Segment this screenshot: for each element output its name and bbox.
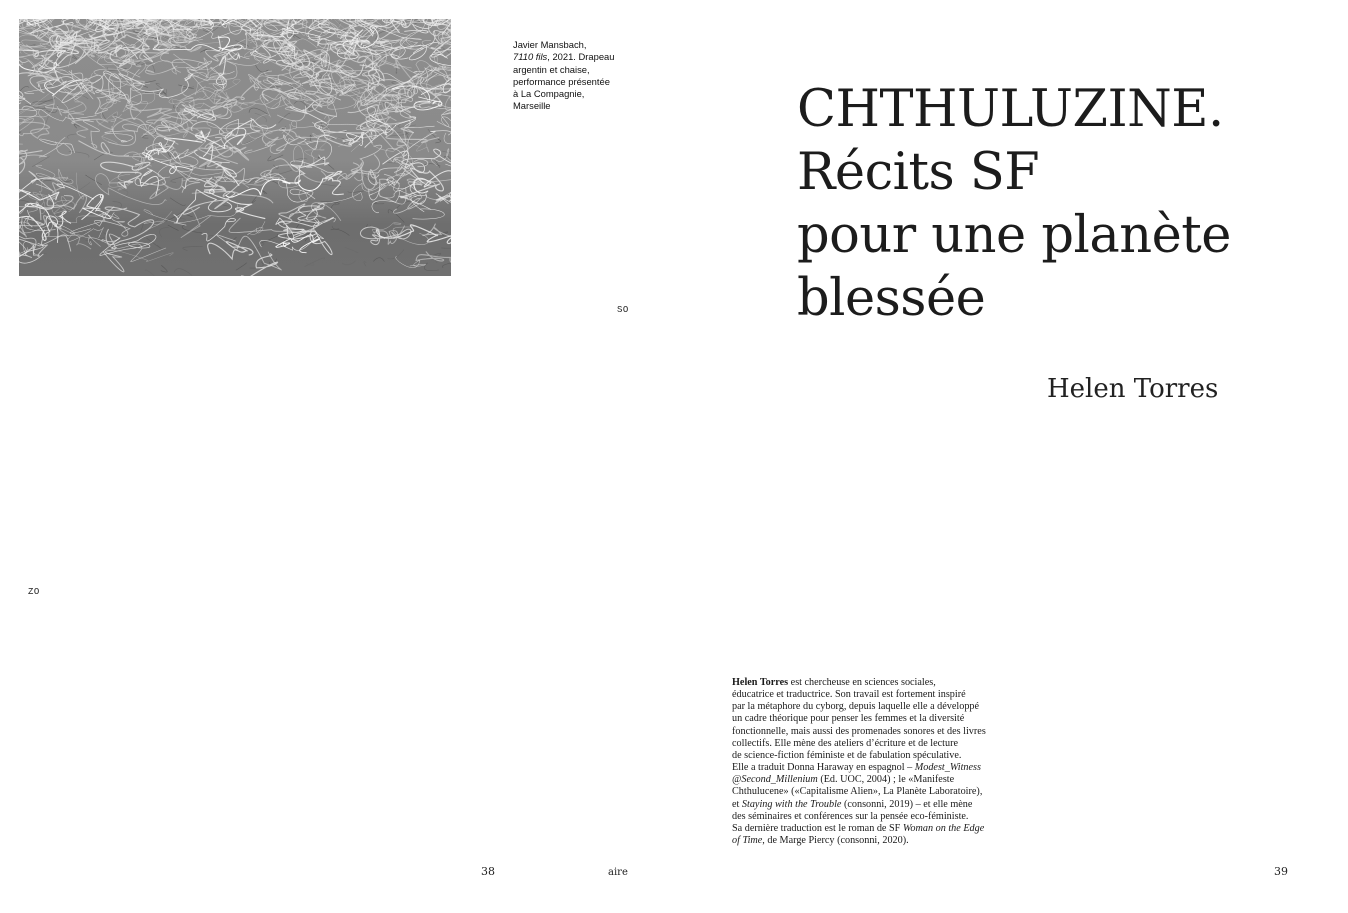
bio-line: de science-fiction féministe et de fabulation spéculative.: [732, 749, 962, 761]
bio-text: et: [732, 798, 742, 810]
bio-book-title: of Time: [732, 835, 763, 847]
title-line: Récits SF: [797, 143, 1040, 202]
bio-text: (Ed. UOC, 2004) ; le «Manifeste: [817, 774, 955, 786]
bio-text: Sa dernière traduction est le roman de SF: [732, 822, 903, 834]
bio-name: Helen Torres: [732, 677, 789, 688]
bio-line: fonctionnelle, mais aussi des promenades sonores et des livres: [732, 725, 986, 737]
bio-text: , de Marge Piercy (consonni, 2020).: [762, 835, 909, 847]
author-bio: [732, 677, 1007, 847]
page-number-left: 38: [481, 865, 495, 878]
caption-year: , 2021. Drapeau: [547, 51, 615, 63]
bio-text: (consonni, 2019) – et elle mène: [841, 798, 973, 810]
bio-book-title: Staying with the Trouble: [741, 798, 842, 810]
threads-image-graphic: [19, 19, 451, 276]
image-caption: [513, 39, 625, 113]
bio-book-title: Modest_Witness: [914, 762, 981, 774]
bio-line: par la métaphore du cyborg, depuis laquelle elle a développé: [732, 701, 980, 713]
bio-line: un cadre théorique pour penser les femmes et la diversité: [732, 713, 965, 725]
margin-marker-so: SO: [617, 305, 629, 315]
title-line: blessée: [797, 269, 986, 328]
caption-line: argentin et chaise,: [513, 63, 590, 75]
bio-line: des séminaires et conférences sur la pensée eco-féministe.: [732, 810, 969, 822]
title-line: pour une planète: [797, 206, 1231, 265]
caption-line: performance présentée: [513, 75, 610, 87]
margin-marker-zo: ZO: [28, 587, 40, 597]
caption-work-title: 7110 fils: [513, 51, 548, 63]
bio-text: Elle a traduit Donna Haraway en espagnol –: [732, 762, 915, 774]
article-author: Helen Torres: [1047, 374, 1219, 404]
article-title: [797, 78, 1317, 330]
bio-line: collectifs. Elle mène des ateliers d’écriture et de lecture: [732, 737, 958, 749]
caption-line: Marseille: [513, 100, 551, 112]
bio-line: éducatrice et traductrice. Son travail est fortement inspiré: [732, 689, 966, 701]
bio-book-title: Woman on the Edge: [902, 822, 985, 834]
page-number-right: 39: [1274, 865, 1288, 878]
caption-artist: Javier Mansbach,: [513, 39, 587, 50]
title-line: CHTHULUZINE.: [797, 80, 1224, 139]
bio-text: est chercheuse en sciences sociales,: [788, 677, 936, 688]
bio-line: Chthulucene» («Capitalisme Alien», La Planète Laboratoire),: [732, 786, 983, 798]
tangled-threads-photo: [19, 19, 451, 276]
bio-book-title: @Second_Millenium: [732, 774, 818, 786]
caption-line: à La Compagnie,: [513, 88, 585, 100]
running-footer-aire: aire: [608, 867, 628, 878]
